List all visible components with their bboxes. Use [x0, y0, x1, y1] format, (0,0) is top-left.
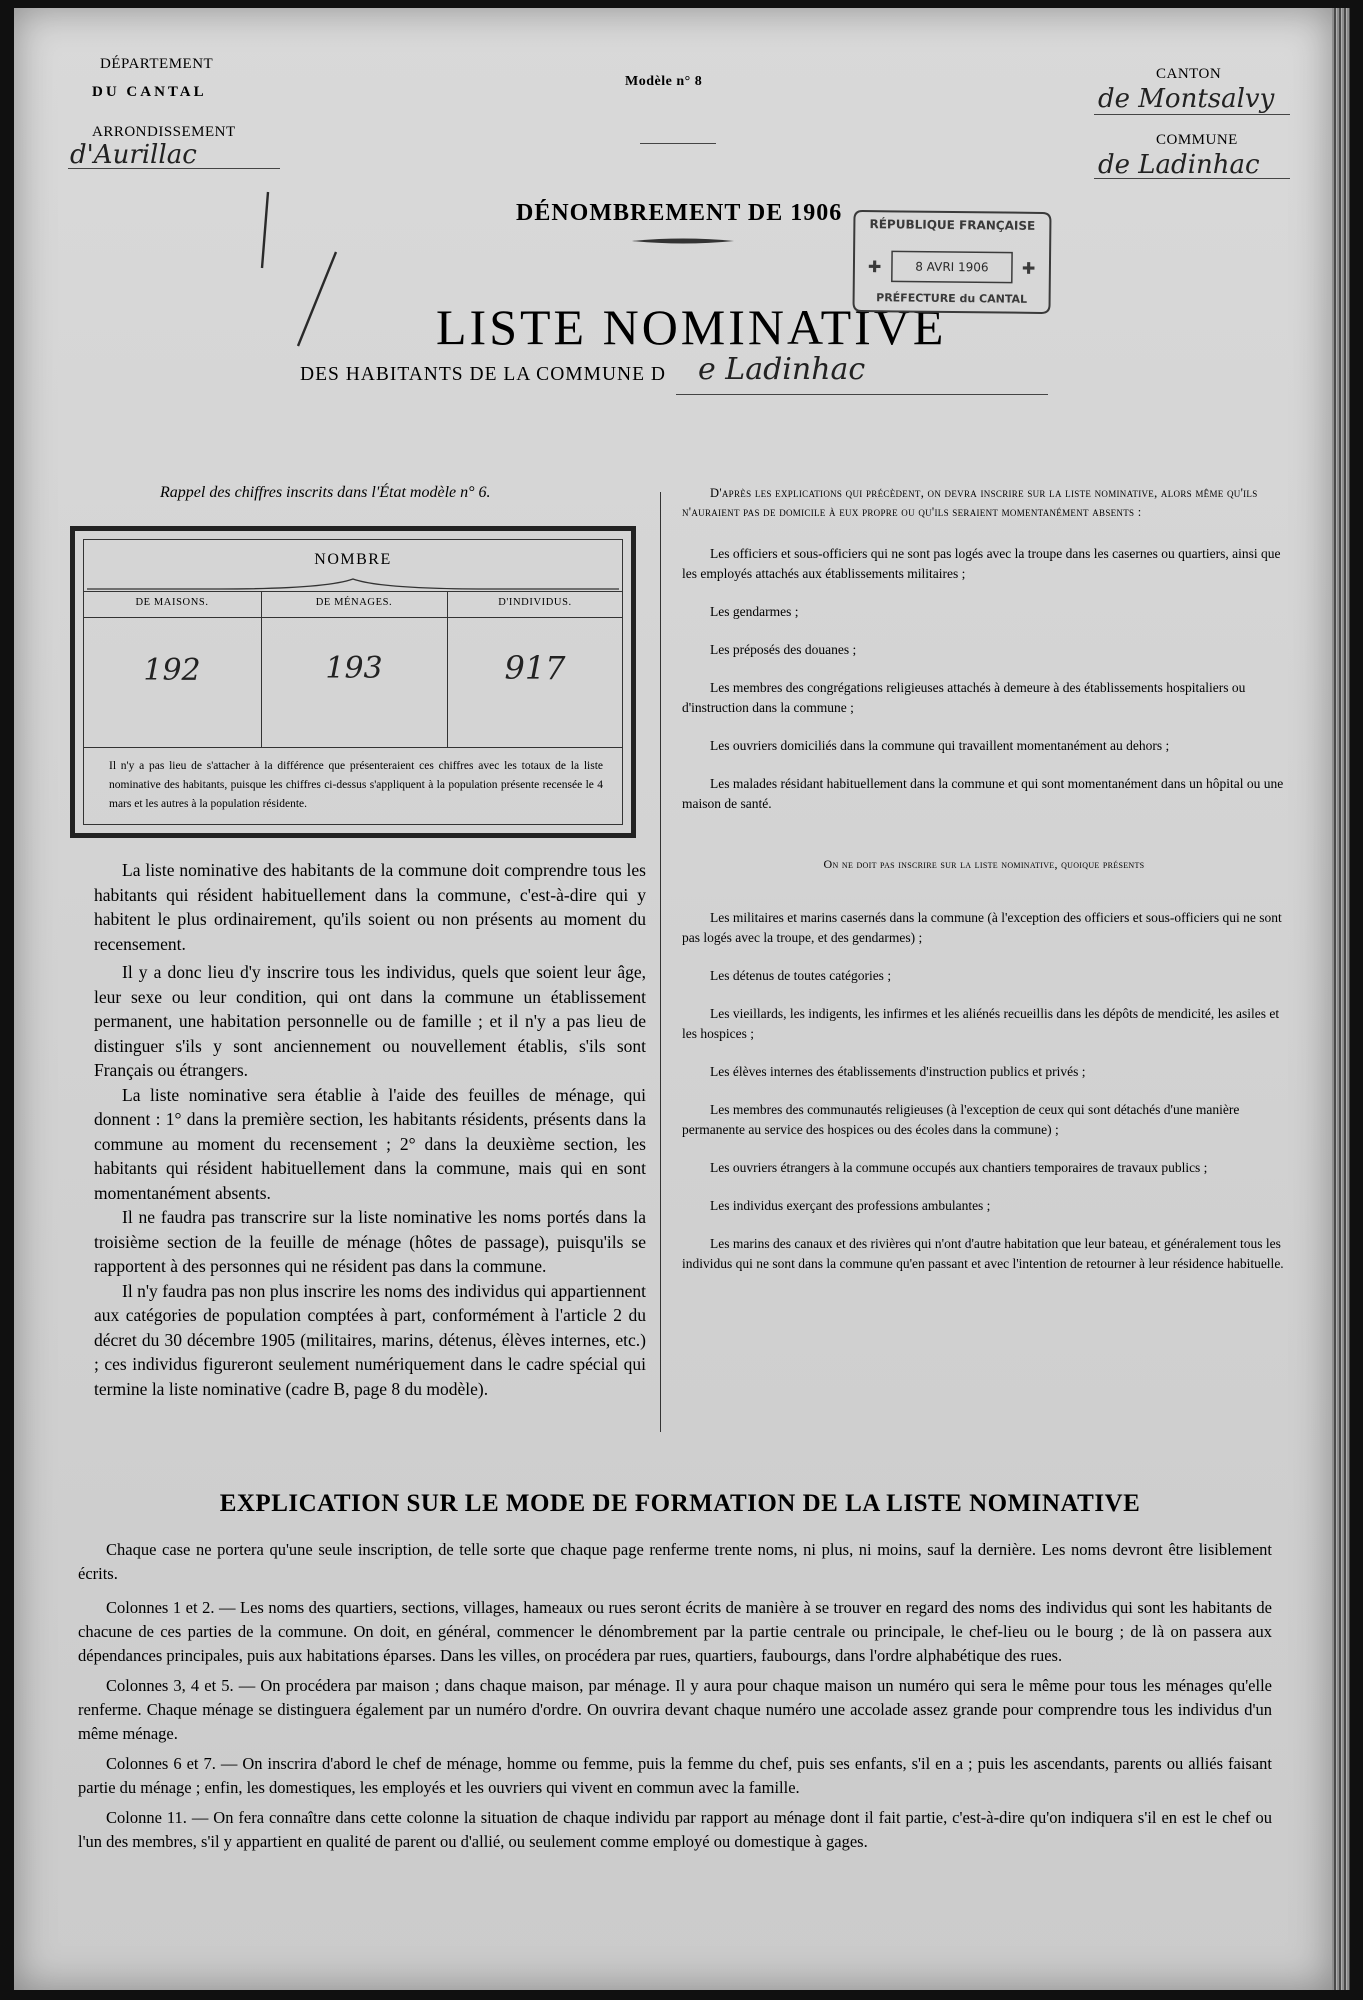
subtitle: DES HABITANTS DE LA COMMUNE D [300, 364, 666, 385]
commune-label: COMMUNE [1156, 132, 1238, 148]
col-maisons-header: DE MAISONS. [135, 597, 209, 608]
nombre-box [70, 526, 636, 838]
exclude-item: Les ouvriers étrangers à la commune occupés aux chantiers temporaires de travaux publics ; [710, 1160, 1208, 1175]
explication-paragraph: Colonnes 1 et 2. — Les noms des quartiers, sections, villages, hameaux ou rues seront écrits de manière à se trouver en regard des noms des individus qui sont les habitants de chacune de ces parties de la commune. On doit, en général, commencer le dénombrement par la partie centrale ou principale, le chef-lieu ou le bourg ; de là on passera aux dépendances principales, puis aux habitations éparses. Dans les villes, on procédera par rues, quartiers, faubourgs, dans l'ordre alphabétique des rues. [78, 1598, 1272, 1665]
explication-heading: EXPLICATION SUR LE MODE DE FORMATION DE LA LISTE NOMINATIVE [219, 1490, 1141, 1517]
check-mark-icon [240, 170, 350, 350]
explication-paragraph: Colonne 11. — On fera connaître dans cette colonne la situation de chaque individu par rapport au ménage dont il fait partie, c'est-à-dire qu'on indiquera s'il en est le chef ou l'un des membres, s'il y appartient en qualité de parent ou d'allié, ou seulement comme employé ou domestique à gages. [78, 1808, 1272, 1851]
commune-value: de Ladinhac [1098, 150, 1260, 180]
exclude-item: Les détenus de toutes catégories ; [710, 968, 892, 983]
right-instructions [682, 484, 1286, 1292]
title-flourish [628, 236, 738, 246]
canton-label: CANTON [1156, 66, 1222, 82]
department-name: DU CANTAL [92, 84, 207, 100]
individus-value: 917 [504, 649, 566, 687]
include-item: Les gendarmes ; [710, 604, 799, 619]
canton-value: de Montsalvy [1098, 84, 1275, 114]
exclude-item: Les vieillards, les indigents, les infirmes et les aliénés recueillis dans les dépôts de mendicité, les asiles et les hospices ; [682, 1006, 1280, 1041]
exclude-item: Les marins des canaux et des rivières qui n'ont d'autre habitation que leur bateau, et généralement tous les individus qui ne sont dans la commune qu'en passant et avec l'intention de retourner à leur résidence habituelle. [682, 1236, 1284, 1271]
left-paragraph: La liste nominative sera établie à l'aide des feuilles de ménage, qui donnent : 1° dans la première section, les habitants résidents, présents dans la commune au moment du recensement ; 2° dans la deuxième section, les habitants qui résident habituellement dans la commune, mais qui en sont momentanément absents. [94, 1084, 646, 1203]
column-divider [660, 492, 661, 1432]
exclude-item: Les membres des communautés religieuses (à l'exception de ceux qui sont détachés d'une manière permanente au service des hospices ou des écoles dans la commune) ; [682, 1102, 1240, 1137]
left-paragraph: Il ne faudra pas transcrire sur la liste nominative les noms portés dans la troisième section de la feuille de ménage (hôtes de passage), puisqu'ils se rapportent à des personnes qui ne résident pas dans la commune. [94, 1207, 646, 1276]
model-number: Modèle n° 8 [625, 74, 703, 89]
census-title: DÉNOMBREMENT DE 1906 [516, 200, 843, 226]
department-label: DÉPARTEMENT [100, 56, 214, 72]
page-edge-bindings [1332, 8, 1350, 1990]
col-menages-header: DE MÉNAGES. [315, 597, 393, 608]
exclude-item: Les individus exerçant des professions ambulantes ; [710, 1198, 991, 1213]
left-paragraph: La liste nominative des habitants de la commune doit comprendre tous les habitants qui résident habituellement dans la commune, c'est-à-dire qui y habitent le plus ordinairement, qu'ils soient ou non présents au moment du recensement. [94, 860, 646, 954]
box-caption: Rappel des chiffres inscrits dans l'État modèle n° 6. [160, 484, 491, 501]
commune-handwritten: e Ladinhac [698, 352, 866, 387]
explication-body [78, 1538, 1272, 1860]
nombre-heading: NOMBRE [314, 551, 392, 568]
explication-paragraph: Chaque case ne portera qu'une seule inscription, de telle sorte que chaque page renferme trente noms, ni plus, ni moins, sauf la dernière. Les noms devront être lisiblement écrits. [78, 1540, 1272, 1583]
include-item: Les membres des congrégations religieuses attachés à demeure à des établissements hospitaliers ou d'instruction dans la commune ; [682, 680, 1246, 715]
exclude-item: Les élèves internes des établissements d'instruction publics et privés ; [710, 1064, 1086, 1079]
left-paragraph: Il y a donc lieu d'y inscrire tous les individus, quels que soient leur âge, leur sexe ou leur condition, qui ont dans la commune un établissement permanent, une habitation personnelle ou de famille ; et il n'y a pas lieu de distinguer s'ils y sont anciennement ou nouvellement établis, s'ils sont Français ou étrangers. [94, 962, 646, 1080]
right-intro: D'après les explications qui précèdent, on devra inscrire sur la liste nominative, alors même qu'ils n'auraient pas de domicile à eux propre ou qu'ils seraient momentanément absents : [682, 486, 1258, 519]
arrondissement-value: d'Aurillac [70, 140, 197, 170]
left-instructions [94, 858, 646, 1401]
svg-text:✚: ✚ [867, 257, 882, 277]
nombre-brace [85, 575, 621, 595]
left-paragraph: Il n'y faudra pas non plus inscrire les noms des individus qui appartiennent aux catégories de population comptées à part, conformément à l'article 2 du décret du 30 décembre 1905 (militaires, marins, détenus, élèves internes, etc.) ; ces individus figureront seulement numériquement dans le cadre spécial qui termine la liste nominative (cadre B, page 8 du modèle). [94, 1280, 646, 1399]
svg-text:✚: ✚ [1021, 258, 1036, 278]
col-individus-header: D'INDIVIDUS. [498, 597, 572, 608]
main-title: LISTE NOMINATIVE [436, 299, 947, 355]
stamp-bottom-text: PRÉFECTURE du CANTAL [876, 291, 1028, 306]
include-item: Les officiers et sous-officiers qui ne sont pas logés avec la troupe dans les casernes ou quartiers, ainsi que les employés attachés aux établissements militaires ; [682, 546, 1281, 581]
stamp-top-text: RÉPUBLIQUE FRANÇAISE [869, 217, 1036, 233]
explication-paragraph: Colonnes 6 et 7. — On inscrira d'abord le chef de ménage, homme ou femme, puis la femme du chef, puis ses enfants, s'il en a ; puis les ascendants, parents ou alliés faisant partie du ménage ; enfin, les domestiques, les employés et les ouvriers qui vivent en commun avec la famille. [78, 1754, 1272, 1797]
include-item: Les préposés des douanes ; [710, 642, 857, 657]
menages-value: 193 [325, 651, 383, 686]
include-item: Les ouvriers domiciliés dans la commune qui travaillent momentanément au dehors ; [710, 738, 1170, 753]
stamp-date: 8 AVRI 1906 [915, 259, 989, 275]
box-note: Il n'y a pas lieu de s'attacher à la différence que présenteraient ces chiffres avec les totaux de la liste nominative des habitants, puisque les chiffres ci-dessus s'appliquent à la population présente recensée le 4 mars et les autres à la population résidente. [109, 760, 603, 810]
arrondissement-label: ARRONDISSEMENT [92, 124, 236, 140]
exclude-heading: On ne doit pas inscrire sur la liste nominative, quoique présents [823, 857, 1145, 871]
prefecture-stamp [851, 209, 1052, 315]
exclude-item: Les militaires et marins casernés dans la commune (à l'exception des officiers et sous-officiers qui ne sont pas logés avec la troupe, et des gendarmes) ; [682, 910, 1282, 945]
maisons-value: 192 [143, 653, 201, 688]
explication-paragraph: Colonnes 3, 4 et 5. — On procédera par maison ; dans chaque maison, par ménage. Il y aura pour chaque maison un numéro qui sera le même pour tous les ménages qu'elle renferme. Chaque ménage se distinguera également par un numéro d'ordre. On ouvrira devant chaque numéro une accolade assez grande pour comprendre tous les individus d'un même ménage. [78, 1676, 1272, 1743]
include-item: Les malades résidant habituellement dans la commune et qui sont momentanément dans un hôpital ou une maison de santé. [682, 776, 1284, 811]
